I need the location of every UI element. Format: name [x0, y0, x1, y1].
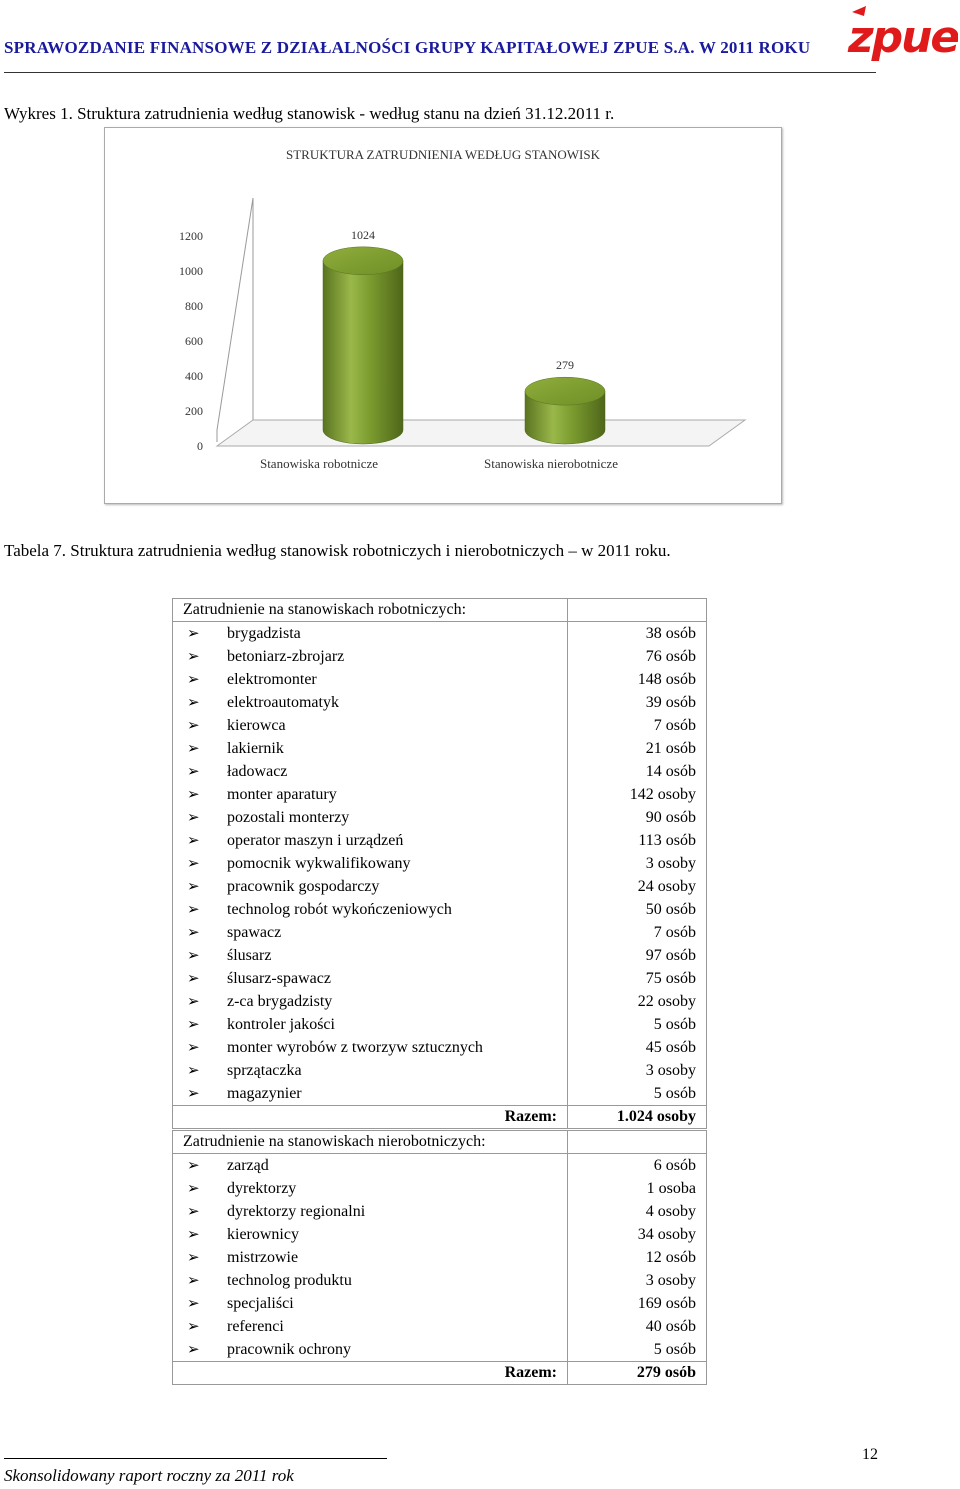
headcount: 169 osób: [568, 1292, 707, 1315]
arrow-bullet-icon: ➢: [187, 670, 200, 689]
position-name: ślusarz-spawacz: [227, 970, 331, 988]
headcount: 5 osób: [568, 1338, 707, 1362]
table-row: [173, 1154, 707, 1178]
svg-text:zpue: zpue: [848, 12, 958, 62]
position-name: magazynier: [227, 1085, 302, 1103]
position-name: kontroler jakości: [227, 1016, 335, 1034]
position-name: specjaliści: [227, 1295, 294, 1313]
headcount: 4 osoby: [568, 1200, 707, 1223]
position-cell: [173, 829, 568, 852]
y-tick-label: 0: [197, 439, 203, 453]
position-cell: [173, 1177, 568, 1200]
total-value: 1.024 osoby: [568, 1106, 707, 1129]
table-row: [173, 921, 707, 944]
position-name: pozostali monterzy: [227, 809, 350, 827]
table-total-row: [173, 1106, 707, 1129]
position-name: brygadzista: [227, 625, 301, 643]
y-tick-label: 800: [185, 299, 203, 313]
employment-chart: [104, 127, 782, 504]
headcount: 24 osoby: [568, 875, 707, 898]
headcount: 5 osób: [568, 1013, 707, 1036]
table-row: [173, 1082, 707, 1106]
y-tick-label: 400: [185, 369, 203, 383]
white-collar-table: [172, 1130, 707, 1385]
headcount: 34 osoby: [568, 1223, 707, 1246]
y-tick-label: 1000: [179, 264, 203, 278]
headcount: 3 osoby: [568, 1269, 707, 1292]
header-rule: [4, 72, 876, 73]
arrow-bullet-icon: ➢: [187, 647, 200, 666]
bar-data-label: 279: [556, 358, 574, 373]
headcount: 142 osoby: [568, 783, 707, 806]
headcount: 50 osób: [568, 898, 707, 921]
position-cell: [173, 1082, 568, 1106]
arrow-bullet-icon: ➢: [187, 1038, 200, 1057]
position-name: monter wyrobów z tworzyw sztucznych: [227, 1039, 483, 1057]
table-row: [173, 1036, 707, 1059]
table-heading-value: [568, 599, 707, 622]
table-row: [173, 1315, 707, 1338]
position-cell: [173, 1338, 568, 1362]
position-name: monter aparatury: [227, 786, 337, 804]
x-category-label: Stanowiska robotnicze: [259, 456, 379, 471]
position-cell: [173, 1200, 568, 1223]
table-row: [173, 1246, 707, 1269]
y-tick-label: 200: [185, 404, 203, 418]
arrow-bullet-icon: ➢: [187, 1340, 200, 1359]
cylinder-bar: [323, 261, 403, 444]
table-caption: Tabela 7. Struktura zatrudnienia według stanowisk robotniczych i nierobotniczych – w 2011 roku.: [4, 541, 671, 560]
headcount: 7 osób: [568, 921, 707, 944]
table-row: [173, 1223, 707, 1246]
table-row: [173, 967, 707, 990]
position-cell: [173, 990, 568, 1013]
position-cell: [173, 1246, 568, 1269]
arrow-bullet-icon: ➢: [187, 739, 200, 758]
zpue-logo: [846, 2, 958, 62]
headcount: 40 osób: [568, 1315, 707, 1338]
position-name: technolog produktu: [227, 1272, 352, 1290]
table-row: [173, 898, 707, 921]
arrow-bullet-icon: ➢: [187, 1225, 200, 1244]
arrow-bullet-icon: ➢: [187, 1156, 200, 1175]
position-name: pracownik gospodarczy: [227, 878, 380, 896]
y-tick-label: 1200: [179, 229, 203, 243]
table-row: [173, 760, 707, 783]
total-value: 279 osób: [568, 1362, 707, 1385]
headcount: 6 osób: [568, 1154, 707, 1178]
chart-title: STRUKTURA ZATRUDNIENIA WEDŁUG STANOWISK: [286, 147, 600, 162]
table-row: [173, 691, 707, 714]
headcount: 14 osób: [568, 760, 707, 783]
arrow-bullet-icon: ➢: [187, 1084, 200, 1103]
arrow-bullet-icon: ➢: [187, 716, 200, 735]
headcount: 3 osoby: [568, 1059, 707, 1082]
table-row: [173, 645, 707, 668]
arrow-bullet-icon: ➢: [187, 1317, 200, 1336]
total-label: Razem:: [173, 1362, 568, 1385]
position-cell: [173, 1013, 568, 1036]
cylinder-bar-top: [323, 247, 403, 275]
table-row: [173, 1269, 707, 1292]
position-cell: [173, 806, 568, 829]
position-name: sprzątaczka: [227, 1062, 302, 1080]
chart-floor: [217, 420, 745, 446]
table-row: [173, 783, 707, 806]
table-heading-row: [173, 1131, 707, 1154]
arrow-bullet-icon: ➢: [187, 693, 200, 712]
position-cell: [173, 1223, 568, 1246]
position-name: kierowca: [227, 717, 286, 735]
arrow-bullet-icon: ➢: [187, 808, 200, 827]
table-row: [173, 1177, 707, 1200]
position-cell: [173, 1154, 568, 1178]
table-row: [173, 668, 707, 691]
position-name: dyrektorzy regionalni: [227, 1203, 366, 1221]
position-cell: [173, 714, 568, 737]
headcount: 113 osób: [568, 829, 707, 852]
report-header-title: SPRAWOZDANIE FINANSOWE Z DZIAŁALNOŚCI GRUPY KAPITAŁOWEJ ZPUE S.A. W 2011 ROKU: [4, 38, 811, 57]
headcount: 1 osoba: [568, 1177, 707, 1200]
headcount: 76 osób: [568, 645, 707, 668]
arrow-bullet-icon: ➢: [187, 1271, 200, 1290]
position-cell: [173, 1315, 568, 1338]
position-cell: [173, 1036, 568, 1059]
arrow-bullet-icon: ➢: [187, 1248, 200, 1267]
headcount: 38 osób: [568, 622, 707, 646]
headcount: 3 osoby: [568, 852, 707, 875]
position-cell: [173, 668, 568, 691]
headcount: 75 osób: [568, 967, 707, 990]
headcount: 148 osób: [568, 668, 707, 691]
table-row: [173, 944, 707, 967]
arrow-bullet-icon: ➢: [187, 900, 200, 919]
table-row: [173, 852, 707, 875]
position-name: ładowacz: [227, 763, 288, 781]
table-row: [173, 1013, 707, 1036]
position-name: betoniarz-zbrojarz: [227, 648, 345, 666]
headcount: 45 osób: [568, 1036, 707, 1059]
page-number: 12: [862, 1446, 878, 1463]
arrow-bullet-icon: ➢: [187, 624, 200, 643]
position-cell: [173, 1292, 568, 1315]
headcount: 12 osób: [568, 1246, 707, 1269]
headcount: 39 osób: [568, 691, 707, 714]
position-name: elektromonter: [227, 671, 317, 689]
y-tick-label: 600: [185, 334, 203, 348]
arrow-bullet-icon: ➢: [187, 1179, 200, 1198]
arrow-bullet-icon: ➢: [187, 923, 200, 942]
table-heading: Zatrudnienie na stanowiskach nierobotniczych:: [173, 1131, 568, 1154]
table-row: [173, 1338, 707, 1362]
position-cell: [173, 1269, 568, 1292]
headcount: 21 osób: [568, 737, 707, 760]
position-cell: [173, 852, 568, 875]
headcount: 5 osób: [568, 1082, 707, 1106]
position-cell: [173, 622, 568, 646]
headcount: 97 osób: [568, 944, 707, 967]
position-cell: [173, 737, 568, 760]
table-row: [173, 990, 707, 1013]
arrow-bullet-icon: ➢: [187, 762, 200, 781]
table-row: [173, 1059, 707, 1082]
position-cell: [173, 645, 568, 668]
headcount: 90 osób: [568, 806, 707, 829]
position-name: pomocnik wykwalifikowany: [227, 855, 411, 873]
figure-caption: Wykres 1. Struktura zatrudnienia według stanowisk - według stanu na dzień 31.12.2011 r.: [4, 104, 615, 123]
position-cell: [173, 760, 568, 783]
position-name: z-ca brygadzisty: [227, 993, 333, 1011]
position-name: pracownik ochrony: [227, 1341, 351, 1359]
position-name: dyrektorzy: [227, 1180, 297, 1198]
position-name: elektroautomatyk: [227, 694, 339, 712]
table-row: [173, 714, 707, 737]
arrow-bullet-icon: ➢: [187, 1015, 200, 1034]
position-cell: [173, 783, 568, 806]
arrow-bullet-icon: ➢: [187, 831, 200, 850]
position-cell: [173, 921, 568, 944]
x-category-label: Stanowiska nierobotnicze: [484, 456, 618, 471]
table-heading: Zatrudnienie na stanowiskach robotniczych:: [173, 599, 568, 622]
table-row: [173, 1292, 707, 1315]
position-cell: [173, 944, 568, 967]
position-name: technolog robót wykończeniowych: [227, 901, 452, 919]
cylinder-bar-top: [525, 377, 605, 405]
arrow-bullet-icon: ➢: [187, 1202, 200, 1221]
position-name: mistrzowie: [227, 1249, 299, 1267]
table-row: [173, 829, 707, 852]
table-row: [173, 806, 707, 829]
arrow-bullet-icon: ➢: [187, 946, 200, 965]
arrow-bullet-icon: ➢: [187, 785, 200, 804]
arrow-bullet-icon: ➢: [187, 1294, 200, 1313]
arrow-bullet-icon: ➢: [187, 854, 200, 873]
table-row: [173, 1200, 707, 1223]
headcount: 22 osoby: [568, 990, 707, 1013]
position-name: spawacz: [227, 924, 282, 942]
position-cell: [173, 875, 568, 898]
table-heading-value: [568, 1131, 707, 1154]
position-cell: [173, 967, 568, 990]
position-name: operator maszyn i urządzeń: [227, 832, 404, 850]
position-name: lakiernik: [227, 740, 284, 758]
blue-collar-table: [172, 598, 707, 1129]
bar-data-label: 1024: [351, 227, 375, 242]
footer-report-title: Skonsolidowany raport roczny za 2011 rok: [4, 1466, 294, 1485]
table-total-row: [173, 1362, 707, 1385]
table-row: [173, 622, 707, 646]
arrow-bullet-icon: ➢: [187, 969, 200, 988]
arrow-bullet-icon: ➢: [187, 1061, 200, 1080]
position-name: ślusarz: [227, 947, 272, 965]
position-name: zarząd: [227, 1157, 269, 1175]
arrow-bullet-icon: ➢: [187, 992, 200, 1011]
footer-rule: [4, 1458, 387, 1459]
total-label: Razem:: [173, 1106, 568, 1129]
position-name: referenci: [227, 1318, 284, 1336]
table-heading-row: [173, 599, 707, 622]
headcount: 7 osób: [568, 714, 707, 737]
arrow-bullet-icon: ➢: [187, 877, 200, 896]
table-row: [173, 737, 707, 760]
position-cell: [173, 898, 568, 921]
table-row: [173, 875, 707, 898]
position-cell: [173, 1059, 568, 1082]
position-name: kierownicy: [227, 1226, 299, 1244]
position-cell: [173, 691, 568, 714]
chart-back-wall-edge: [217, 198, 253, 442]
